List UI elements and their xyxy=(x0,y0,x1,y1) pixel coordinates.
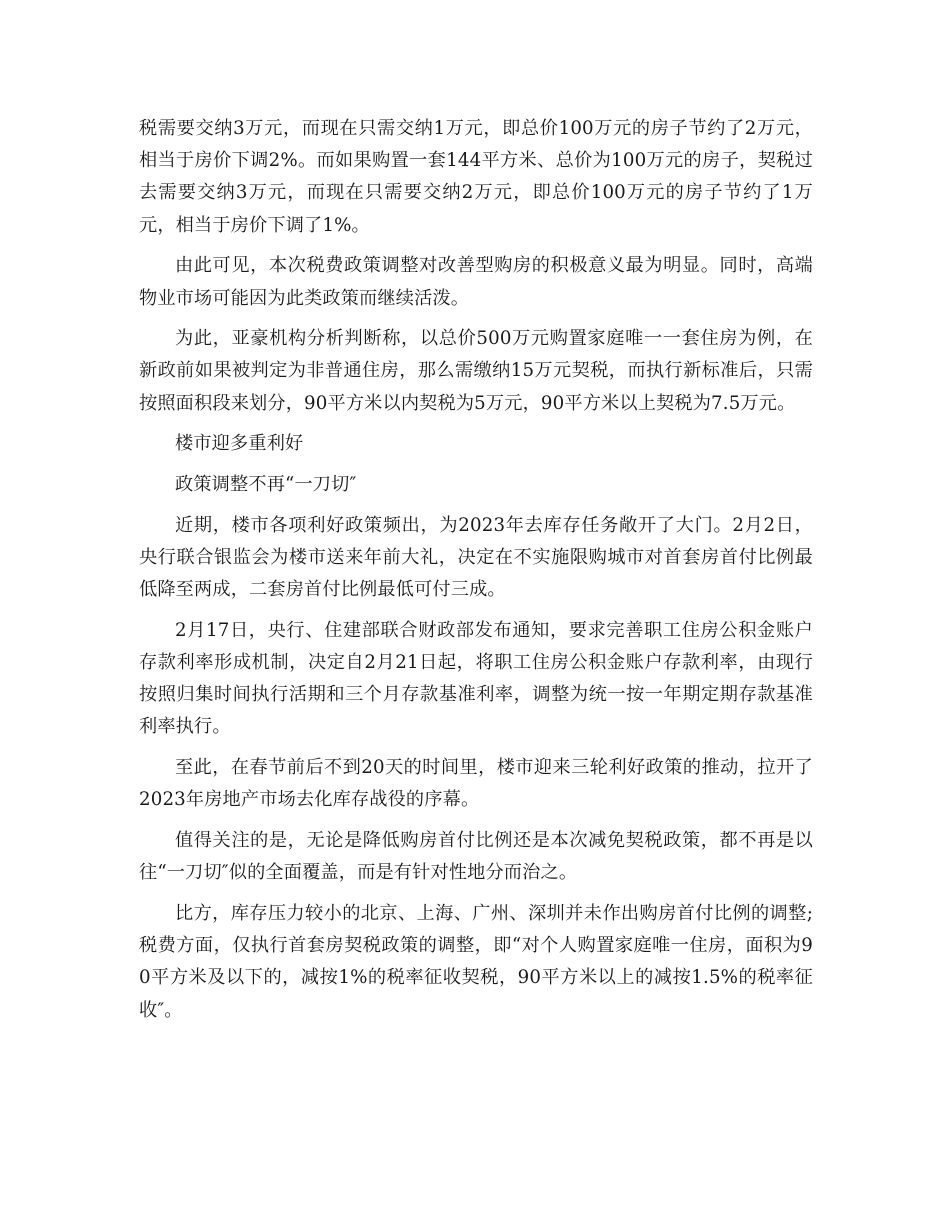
paragraph: 值得关注的是，无论是降低购房首付比例还是本次减免契税政策，都不再是以往“一刀切″似的全面覆盖，而是有针对性地分而治之。 xyxy=(139,830,813,884)
paragraph: 由此可见，本次税费政策调整对改善型购房的积极意义最为明显。同时，高端物业市场可能因为此类政策而继续活泼。 xyxy=(139,255,813,309)
paragraph: 比方，库存压力较小的北京、上海、广州、深圳并未作出购房首付比例的调整;税费方面，仅执行首套房契税政策的调整，即“对个人购置家庭唯一住房，面积为90平方米及以下的，减按1%的税率征收契税，90平方米以上的减按1.5%的税率征收″。 xyxy=(139,902,813,1021)
paragraph: 近期，楼市各项利好政策频出，为2023年去库存任务敞开了大门。2月2日，央行联合银监会为楼市送来年前大礼，决定在不实施限购城市对首套房首付比例最低降至两成，二套房首付比例最低可付三成。 xyxy=(139,514,813,601)
section-heading: 楼市迎多重利好 xyxy=(175,433,304,455)
paragraph: 为此，亚豪机构分析判断称，以总价500万元购置家庭唯一一套住房为例，在新政前如果被判定为非普通住房，那么需缴纳15万元契税，而执行新标准后，只需按照面积段来划分，90平方米以内契税为5万元，90平方米以上契税为7.5万元。 xyxy=(139,328,813,414)
paragraph-continued: 税需要交纳3万元，而现在只需交纳1万元，即总价100万元的房子节约了2万元，相当于房价下调2%。而如果购置一套144平方米、总价为100万元的房子，契税过去需要交纳3万元，而现在只需要交纳2万元，即总价100万元的房子节约了1万元，相当于房价下调了1%。 xyxy=(139,118,813,236)
paragraph: 2月17日，央行、住建部联合财政部发布通知，要求完善职工住房公积金账户存款利率形成机制，决定自2月21日起，将职工住房公积金账户存款利率，由现行按照归集时间执行活期和三个月存款基准利率，调整为统一按一年期定期存款基准利率执行。 xyxy=(139,619,813,738)
section-subheading: 政策调整不再“一刀切″ xyxy=(175,474,357,496)
document-page xyxy=(139,113,813,1035)
paragraph: 至此，在春节前后不到20天的时间里，楼市迎来三轮利好政策的推动，拉开了2023年房地产市场去化库存战役的序幕。 xyxy=(139,757,813,811)
